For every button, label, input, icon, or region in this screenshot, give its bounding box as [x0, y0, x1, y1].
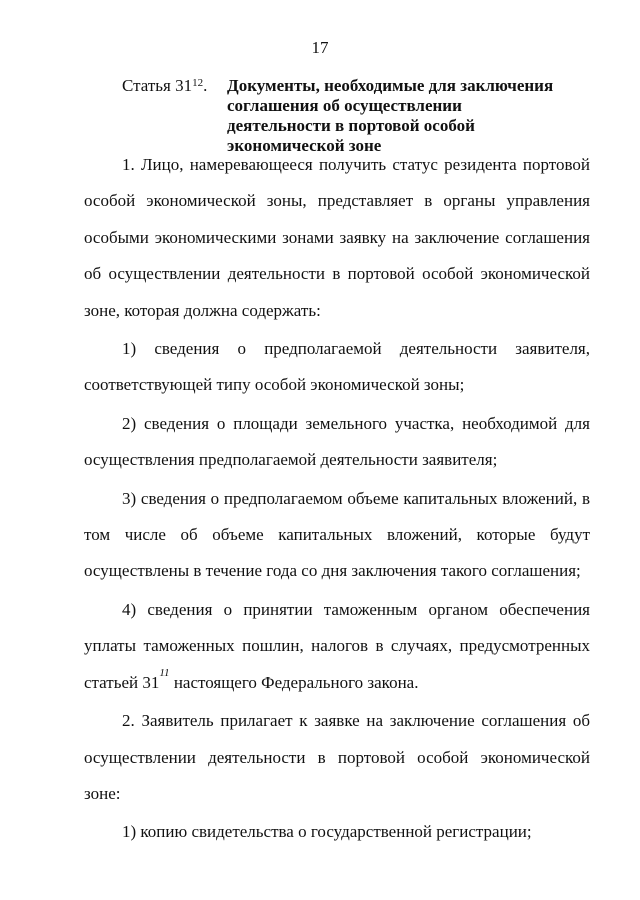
article-label — [122, 76, 207, 96]
article-reference-superscript: 11 — [159, 667, 170, 680]
article-title: Документы, необходимые для заключения соглашения об осуществлении деятельности в портовой особой экономической зоне — [227, 76, 554, 155]
paragraph-1: 1. Лицо, намеревающееся получить статус резидента портовой особой экономической зоны, представляет в органы управления особыми экономическими зонами заявку на заключение соглашения об осуществлении деятельности в портовой особой экономической зоне, которая должна содержать: — [84, 155, 590, 320]
page-number: 17 — [311, 38, 329, 57]
paragraph-item-2: 2) сведения о площади земельного участка, необходимой для осуществления предполагаемой деятельности заявителя; — [84, 413, 590, 470]
article-label-superscript: 12 — [192, 77, 204, 89]
paragraph-item-1: 1) сведения о предполагаемой деятельности заявителя, соответствующей типу особой экономической зоны; — [84, 339, 590, 395]
article-body — [84, 147, 590, 851]
paragraph-2-item-1: 1) копию свидетельства о государственной регистрации; — [122, 822, 532, 842]
article-label-text: Статья 31 — [122, 76, 193, 95]
article-label-suffix: . — [203, 76, 208, 95]
paragraph-item-4 — [84, 592, 590, 701]
paragraph-item-3: 3) сведения о предполагаемом объеме капитальных вложений, в том числе об объеме капитальных вложений, которые будут осуществлены в течение года со дня заключения такого соглашения; — [84, 488, 590, 581]
paragraph-2: 2. Заявитель прилагает к заявке на заключение соглашения об осуществлении деятельности в портовой особой экономической зоне: — [84, 711, 590, 803]
paragraph-item-4-ending: настоящего Федерального закона. — [169, 672, 419, 692]
paragraph-item-4-text: 4) сведения о принятии таможенным органом обеспечения уплаты таможенных пошлин, налогов в случаях, предусмотренных статьей 31 — [84, 599, 590, 692]
